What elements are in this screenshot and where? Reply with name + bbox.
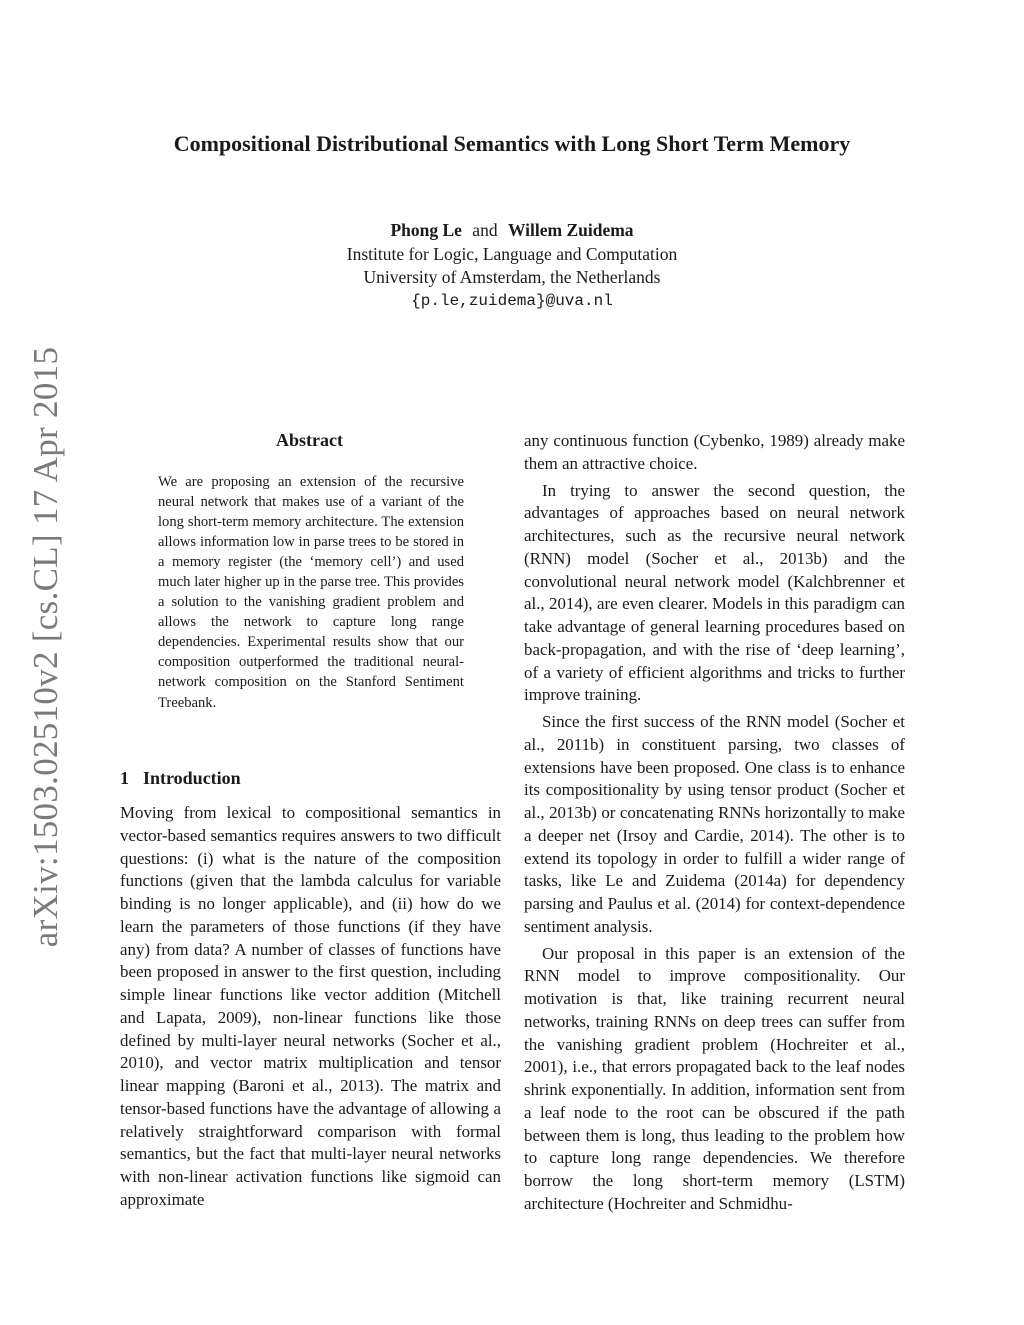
author-line — [0, 219, 1024, 243]
intro-paragraph-2: In trying to answer the second question, the advantages of approaches based on neural network architectures, such as the recursive neural network (RNN) model (Socher et al., 2013b) and the convolutional neural network model (Kalchbrenner et al., 2014), are even clearer. Models in this paradigm can take advantage of general learning procedures based on back-propagation, and with the rise of ‘deep learning’, of a variety of efficient algorithms and tricks to further improve training. — [524, 480, 905, 705]
section-number: 1 — [120, 768, 129, 788]
author-name-2: Willem Zuidema — [507, 220, 634, 240]
affiliation-institute: Institute for Logic, Language and Computation — [346, 243, 678, 264]
abstract-heading: Abstract — [276, 430, 343, 450]
author-email[interactable]: {p.le,zuidema}@uva.nl — [411, 291, 613, 310]
section-title: Introduction — [143, 768, 241, 788]
affiliation-university: University of Amsterdam, the Netherlands — [363, 267, 661, 287]
intro-paragraph-1-continued: any continuous function (Cybenko, 1989) already make them an attractive choice. — [524, 431, 905, 473]
intro-paragraph-1: Moving from lexical to compositional semantics in vector-based semantics requires answers to two difficult questions: (i) what is the nature of the composition functions (given that the lambda calculus for variable binding is no longer applicable), and (ii) how do we learn the parameters of those functions (if they have any) from data? A number of classes of functions have been proposed in answer to the first question, including simple linear functions like vector addition (Mitchell and Lapata, 2009), non-linear functions like those defined by multi-layer neural networks (Socher et al., 2010), and vector matrix multiplication and tensor linear mapping (Baroni et al., 2013). The matrix and tensor-based functions have the advantage of allowing a relatively straightforward comparison with formal semantics, but the fact that multi-layer neural networks with non-linear activation functions like sigmoid can approximate — [120, 803, 501, 1209]
intro-paragraph-3: Since the first success of the RNN model (Socher et al., 2011b) in constituent parsing, two classes of extensions have been proposed. One class is to enhance its compositionality by using tensor product (Socher et al., 2013b) or concatenating RNNs horizontally to make a deeper net (Irsoy and Cardie, 2014). The other is to extend its topology in order to fulfill a wider range of tasks, like Le and Zuidema (2014a) for dependency parsing and Paulus et al. (2014) for context-dependence sentiment analysis. — [524, 712, 905, 936]
intro-paragraph-4: Our proposal in this paper is an extension of the RNN model to improve compositionality. Our motivation is that, like training recurrent neural networks, training RNNs on deep trees can suffer from the vanishing gradient problem (Hochreiter et al., 2001), i.e., that errors propagated back to the leaf nodes shrink exponentially. In addition, information sent from a leaf node to the root can be obscured if the path between them is long, thus leading to the problem how to capture long range dependencies. We therefore borrow the long short-term memory (LSTM) architecture (Hochreiter and Schmidhu- — [524, 943, 905, 1213]
author-name-1: Phong Le — [390, 220, 462, 240]
author-block — [0, 219, 1024, 313]
right-column — [524, 430, 905, 1216]
arxiv-identifier: arXiv:1503.02510v2 [cs.CL] 17 Apr 2015 — [26, 346, 65, 948]
abstract-text: We are proposing an extension of the recursive neural network that makes use of a variant of the long short-term memory architecture. The extension allows information low in parse trees to be stored in a memory register (the ‘memory cell’) and used much later higher up in the parse tree. This provides a solution to the vanishing gradient problem and allows the network to capture long range dependencies. Experimental results show that our composition outperformed the traditional neural-network composition on the Stanford Sentiment Treebank. — [158, 474, 464, 711]
section-heading-introduction — [120, 766, 241, 790]
paper-title: Compositional Distributional Semantics with Long Short Term Memory — [173, 131, 851, 156]
author-conjunction: and — [472, 220, 498, 240]
